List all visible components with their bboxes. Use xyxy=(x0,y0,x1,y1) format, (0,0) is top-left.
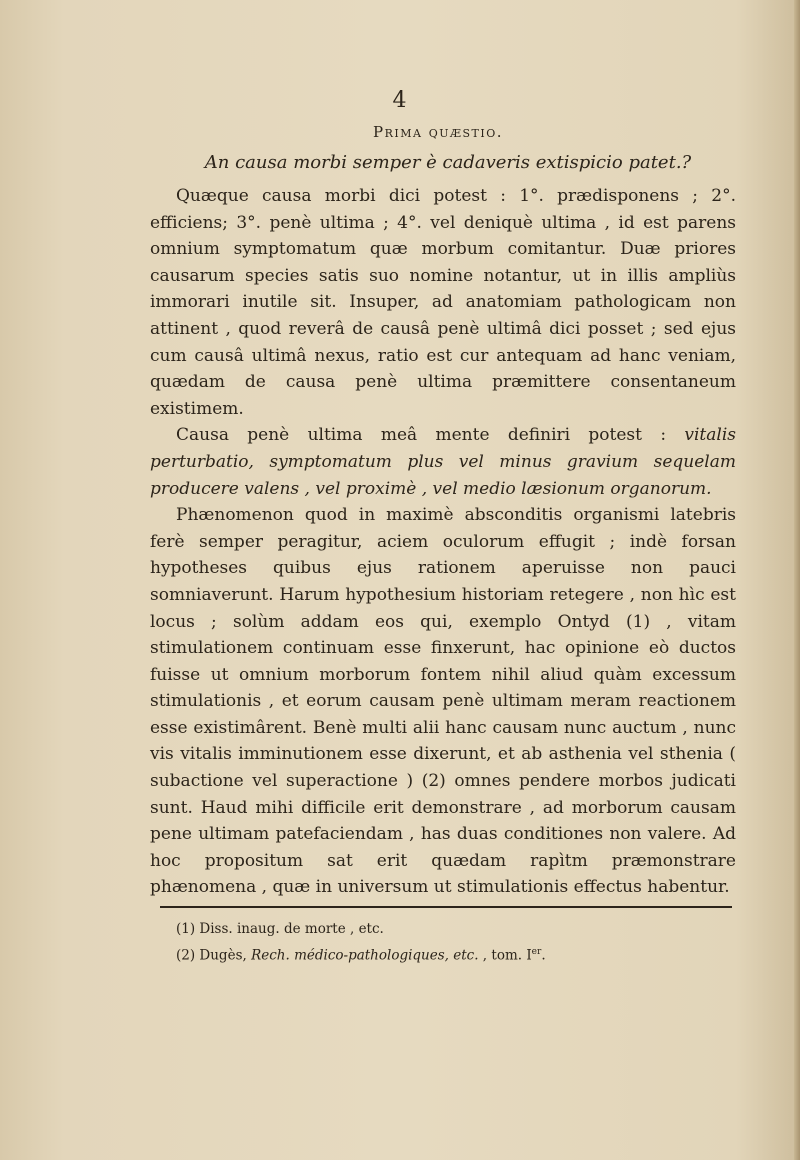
footnote-1: (1) Diss. inaug. de morte , etc. xyxy=(176,921,384,937)
definition-italic: vitalis perturbatio, symptomatum plus vel minus gravium sequelam producere valens , vel proximè , vel medio læsionum organorum. xyxy=(150,425,736,499)
running-head: Prima quæstio. xyxy=(373,123,503,141)
footnote-2-author: (2) Dugès, xyxy=(176,947,252,964)
paragraph-hypotheses: Phænomenon quod in maximè absconditis organismi latebris ferè semper peragitur, aciem oculorum effugit ; indè forsan hypotheses quibus ejus rationem aperuisse non pauci somniaverunt. Harum hypothesium historiam retegere , non hìc est locus ; solùm addam eos qui, exemplo Ontyd (1) , vitam stimulationem continuam esse finxerunt, hac opinione eò ductos fuisse ut omnium morborum fontem nihil aliud quàm excessum stimulationis , et eorum causam penè ultimam meram reactionem esse existimârent. Benè multi alii hanc causam nunc auctum , nunc vis vitalis imminutionem esse dixerunt, et ab asthenia vel sthenia ( subactione vel superactione ) (2) omnes pendere morbos judicati sunt. Haud mihi difficile erit demonstrare , ad morborum causam pene ultimam patefaciendam , has duas conditiones non valere. Ad hoc propositum sat erit quædam rapìtm præmonstrare phænomena , quæ in universum ut stimulationis effectus habentur. xyxy=(150,505,736,898)
footnote-2-title: Rech. médico-pathologiques, etc. xyxy=(251,947,479,964)
footnote-2-tail: . xyxy=(541,947,546,964)
footnote-2-sup: er xyxy=(531,947,542,957)
footnotes xyxy=(176,918,736,968)
body-text xyxy=(150,183,736,901)
paragraph-causes: Quæque causa morbi dici potest : 1°. prædisponens ; 2°. efficiens; 3°. penè ultima ; 4°. vel deniquè ultima , id est parens omnium symptomatum quæ morbum comitantur. Duæ priores causarum species satis suo nomine notantur, ut in illis ampliùs immorari inutile sit. Insuper, ad anatomiam pathologicam non attinent , quod reverâ de causâ penè ultimâ dici posset ; sed ejus cum causâ ultimâ nexus, ratio est cur antequam ad hanc veniam, quædam de causa penè ultima præmittere consentaneum existimem. xyxy=(150,186,736,419)
paragraph-definition xyxy=(150,422,736,502)
page-edge xyxy=(794,0,800,1160)
page-number: 4 xyxy=(392,88,408,113)
question-heading: An causa morbi semper è cadaveris extispicio patet.? xyxy=(204,152,692,173)
footnote-rule xyxy=(160,906,732,908)
footnote-2-volume: , tom. I xyxy=(478,947,532,964)
definition-lead: Causa penè ultima meâ mente definiri potest : xyxy=(176,425,685,446)
footnote-2 xyxy=(176,941,736,968)
